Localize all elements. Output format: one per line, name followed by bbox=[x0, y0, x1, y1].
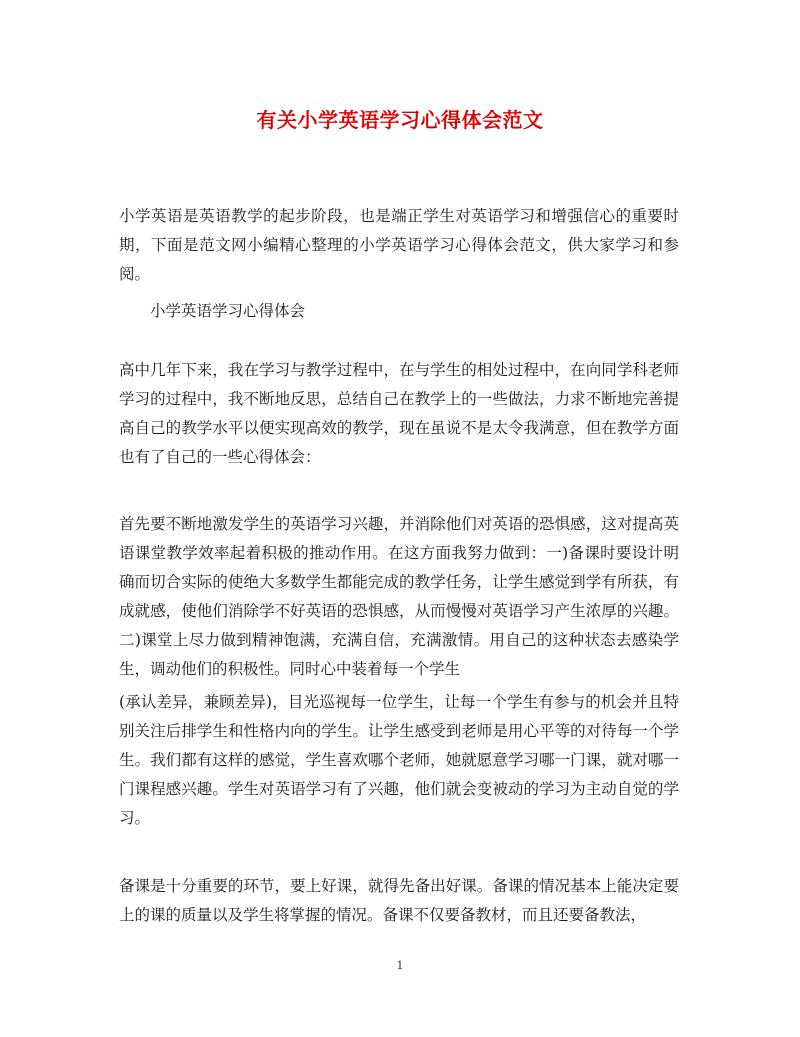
intro-paragraph bbox=[119, 202, 679, 289]
intro-text: 小学英语是英语教学的起步阶段，也是端正学生对英语学习和增强信心的重要时期，下面是范文网小编精心整理的小学英语学习心得体会范文，供大家学习和参阅。 bbox=[119, 207, 679, 283]
paragraph-3-text: 备课是十分重要的环节，要上好课，就得先备出好课。备课的情况基本上能决定要上的课的质量以及学生将掌握的情况。备课不仅要备教材，而且还要备教法， bbox=[119, 877, 679, 924]
paragraph-2-text: 首先要不断地激发学生的英语学习兴趣，并消除他们对英语的恐惧感，这对提高英语课堂教学效率起着积极的推动作用。在这方面我努力做到：一)备课时要设计明确而切合实际的使绝大多数学生都能完成的教学任务，让学生感觉到学有所获，有成就感，使他们消除学不好英语的恐惧感，从而慢慢对英语学习产生浓厚的兴趣。二)课堂上尽力做到精神饱满，充满自信，充满激情。用自己的这种状态去感染学生，调动他们的积极性。同时心中装着每一个学生 bbox=[119, 515, 679, 678]
paragraph-2-continued bbox=[119, 688, 679, 833]
paragraph-2 bbox=[119, 510, 679, 684]
paragraph-3 bbox=[119, 872, 679, 930]
paragraph-1-text: 高中几年下来，我在学习与教学过程中，在与学生的相处过程中，在向同学科老师学习的过程中，我不断地反思，总结自己在教学上的一些做法，力求不断地完善提高自己的教学水平以便实现高效的教学，现在虽说不是太令我满意，但在教学方面也有了自己的一些心得体会： bbox=[119, 361, 679, 466]
paragraph-1 bbox=[119, 356, 679, 472]
paragraph-2-continued-text: (承认差异，兼顾差异)，目光巡视每一位学生，让每一个学生有参与的机会并且特别关注后排学生和性格内向的学生。让学生感受到老师是用心平等的对待每一个学生。我们都有这样的感觉，学生喜欢哪个老师，她就愿意学习哪一门课，就对哪一门课程感兴趣。学生对英语学习有了兴趣，他们就会变被动的学习为主动自觉的学习。 bbox=[119, 693, 679, 827]
subheading-text: 小学英语学习心得体会 bbox=[150, 302, 306, 320]
document-title: 有关小学英语学习心得体会范文 bbox=[256, 108, 544, 132]
subheading bbox=[150, 297, 680, 326]
page-number: 1 bbox=[396, 959, 404, 972]
